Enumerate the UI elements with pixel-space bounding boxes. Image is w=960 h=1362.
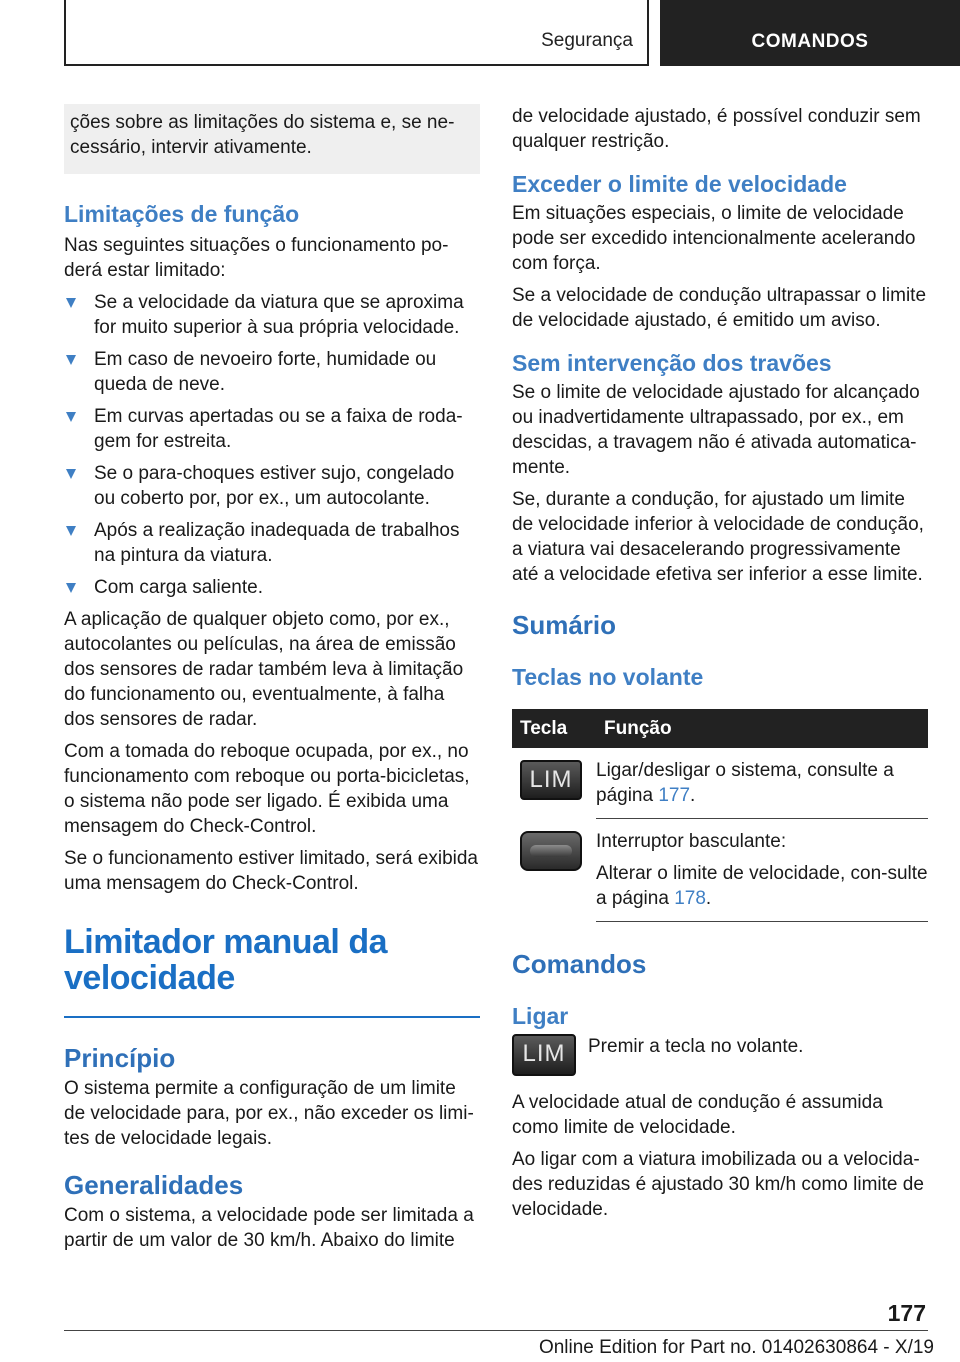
list-item: Se o para-choques estiver sujo, congelado ou coberto por, por ex., um autocolante.	[64, 461, 480, 511]
page-number: 177	[887, 1300, 926, 1326]
general-text: Com o sistema, a velocidade pode ser limitada a partir de um valor de 30 km/h. Abaixo do limite	[64, 1205, 474, 1251]
table-header-row	[512, 709, 928, 748]
table-header-function: Função	[596, 709, 928, 748]
principle-text: O sistema permite a configuração de um limite de velocidade para, por ex., não exceder os limi-tes de velocidade legais.	[64, 1078, 474, 1149]
chapter-rule	[64, 1016, 480, 1018]
table-header-key: Tecla	[512, 709, 596, 748]
page-link-178[interactable]: 178	[674, 888, 706, 909]
paragraph-limited: Se o funcionamento estiver limitado, será exibida uma mensagem do Check-Control.	[64, 848, 479, 894]
limitations-intro: Nas seguintes situações o funcionamento po-derá estar limitado:	[64, 235, 449, 281]
page-link-177[interactable]: 177	[658, 785, 691, 806]
chapter-title: Limitador manual da velocidade	[64, 923, 387, 997]
lim-button-icon: LIM	[520, 760, 582, 800]
bullet-triangle-icon	[66, 298, 76, 308]
paragraph-emission: A aplicação de qualquer objeto como, por ex., autocolantes ou películas, na área de emissão dos sensores de radar também leva à limitação do funcionamento ou, eventualmente, à falha dos sensores de radar.	[64, 609, 464, 730]
summary-heading: Sumário	[512, 610, 617, 640]
header-section-box	[64, 0, 649, 66]
on-instruction	[512, 1034, 928, 1076]
footer-edition: Online Edition for Part no. 01402630864 - X/19	[538, 1337, 934, 1358]
keys-heading: Teclas no volante	[512, 664, 704, 690]
bullet-triangle-icon	[66, 526, 76, 536]
right-column	[512, 104, 928, 1229]
bullet-triangle-icon	[66, 583, 76, 593]
on-paragraph-1: A velocidade atual de condução é assumida como limite de velocidade.	[512, 1092, 883, 1138]
note-text: ções sobre as limitações do sistema e, se ne-cessário, intervir ativamente.	[70, 112, 455, 158]
limitations-list	[64, 290, 480, 600]
exceed-heading: Exceder o limite de velocidade	[512, 171, 847, 197]
list-item: Se a velocidade da viatura que se aproxima for muito superior à sua própria velocidade.	[64, 290, 480, 340]
paragraph-trailer: Com a tomada do reboque ocupada, por ex., no funcionamento com reboque ou porta-bicicletas, o sistema não pode ser ligado. É exibida uma mensagem do Check-Control.	[64, 741, 470, 837]
brake-paragraph-2: Se, durante a condução, for ajustado um limite de velocidade inferior à velocidade de condução, a viatura vai desacelerando progressivamente até a velocidade efetiva ser inferior a esse limite.	[512, 489, 924, 585]
bullet-triangle-icon	[66, 355, 76, 365]
table-row: LIM Ligar/desligar o sistema, consulte a página 177.	[512, 748, 928, 819]
bullet-triangle-icon	[66, 469, 76, 479]
header-chapter-title: COMANDOS	[751, 31, 869, 52]
row2-text: Alterar o limite de velocidade, con-sulte a página	[596, 863, 928, 909]
brake-heading: Sem intervenção dos travões	[512, 350, 832, 376]
bullet-triangle-icon	[66, 412, 76, 422]
on-paragraph-2: Ao ligar com a viatura imobilizada ou a velocida-des reduzidas é ajustado 30 km/h como limite de velocidade.	[512, 1149, 924, 1220]
list-item: Com carga saliente.	[64, 575, 480, 600]
keys-table	[512, 709, 928, 922]
principle-heading: Princípio	[64, 1043, 176, 1073]
list-item: Após a realização inadequada de trabalhos na pintura da viatura.	[64, 518, 480, 568]
note-box	[64, 104, 480, 174]
limitations-heading: Limitações de função	[64, 201, 300, 227]
row1-text: Ligar/desligar o sistema, consulte a página	[596, 760, 894, 806]
exceed-paragraph-1: Em situações especiais, o limite de velocidade pode ser excedido intencionalmente acelerando com força.	[512, 203, 916, 274]
brake-paragraph-1: Se o limite de velocidade ajustado for alcançado ou inadvertidamente ultrapassado, por ex., em descidas, a travagem não é ativada automatica-mente.	[512, 382, 920, 478]
on-instruction-text: Premir a tecla no volante.	[588, 1036, 804, 1057]
header-section-title: Segurança	[541, 30, 633, 51]
header-chapter-box	[660, 0, 960, 66]
exceed-paragraph-2: Se a velocidade de condução ultrapassar o limite de velocidade ajustado, é emitido um aviso.	[512, 285, 927, 331]
list-item: Em curvas apertadas ou se a faixa de roda-gem for estreita.	[64, 404, 480, 454]
general-heading: Generalidades	[64, 1170, 244, 1200]
on-heading: Ligar	[512, 1003, 569, 1029]
row2-line1: Interruptor basculante:	[596, 831, 787, 852]
lim-button-icon: LIM	[512, 1034, 576, 1076]
list-item: Em caso de nevoeiro forte, humidade ou queda de neve.	[64, 347, 480, 397]
table-row: Interruptor basculante: Alterar o limite de velocidade, con-sulte a página 178.	[512, 819, 928, 922]
footer-rule	[64, 1330, 928, 1331]
rocker-switch-icon	[520, 831, 582, 871]
continued-text: de velocidade ajustado, é possível conduzir sem qualquer restrição.	[512, 106, 921, 152]
left-column	[64, 104, 480, 1260]
controls-heading: Comandos	[512, 949, 647, 979]
